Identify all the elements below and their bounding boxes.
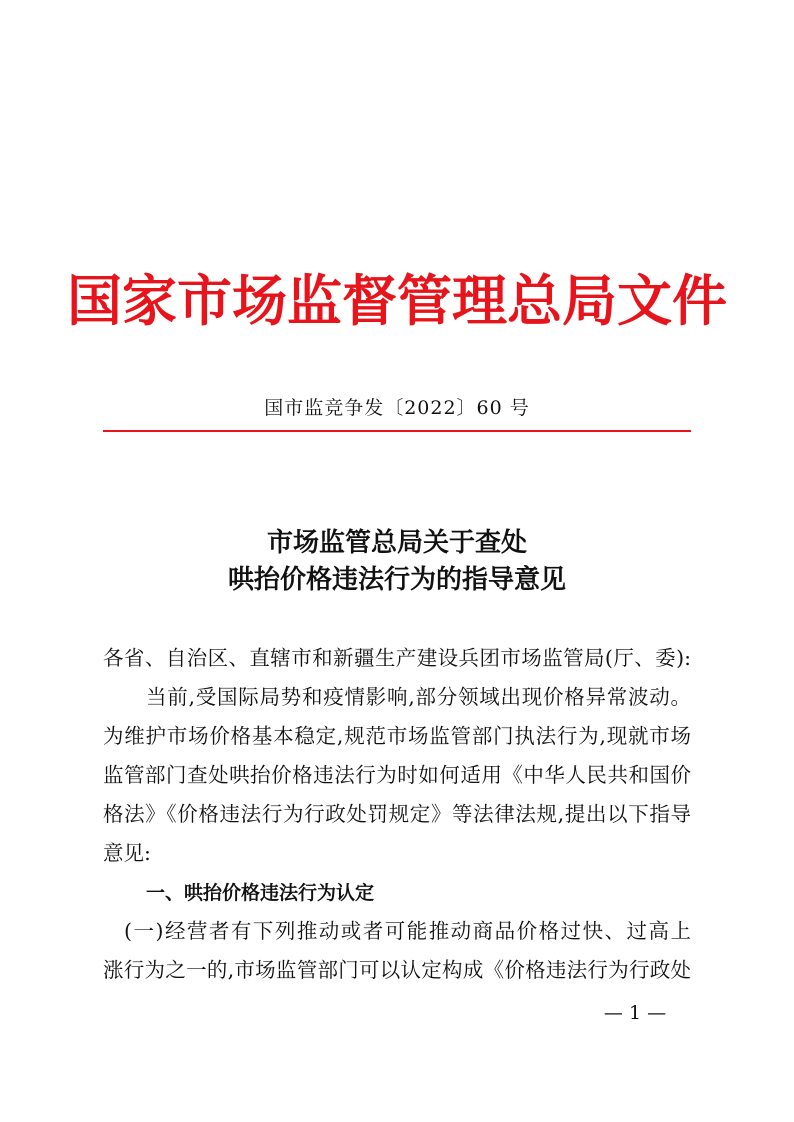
paragraph-1-line-5: 意见: [103, 841, 151, 865]
document-title-line-1: 市场监管总局关于查处 [266, 528, 527, 558]
paragraph-1-line-3: 监管部门查处哄抬价格违法行为时如何适用《中华人民共和国价 [103, 763, 691, 787]
red-separator-line [103, 430, 691, 432]
section-1-heading: 一、哄抬价格违法行为认定 [146, 882, 375, 904]
page-number: — 1 — [603, 1002, 667, 1024]
paragraph-1-line-4: 格法》《价格违法行为行政处罚规定》等法律法规,提出以下指导 [103, 802, 691, 826]
paragraph-2-line-2: 涨行为之一的,市场监管部门可以认定构成《价格违法行为行政处 [103, 958, 691, 982]
paragraph-1-line-2: 为维护市场价格基本稳定,规范市场监管部门执法行为,现就市场 [103, 724, 691, 748]
paragraph-2-line-1: (一)经营者有下列推动或者可能推动商品价格过快、过高上 [124, 919, 691, 943]
paragraph-1-line-1: 当前,受国际局势和疫情影响,部分领域出现价格异常波动。 [146, 685, 691, 709]
document-number: 国市监竞争发〔2022〕60 号 [264, 397, 530, 419]
salutation: 各省、自治区、直辖市和新疆生产建设兵团市场监管局(厅、委): [103, 646, 691, 670]
issuer-header: 国家市场监督管理总局文件 [66, 268, 727, 333]
document-title-line-2: 哄抬价格违法行为的指导意见 [227, 565, 566, 595]
